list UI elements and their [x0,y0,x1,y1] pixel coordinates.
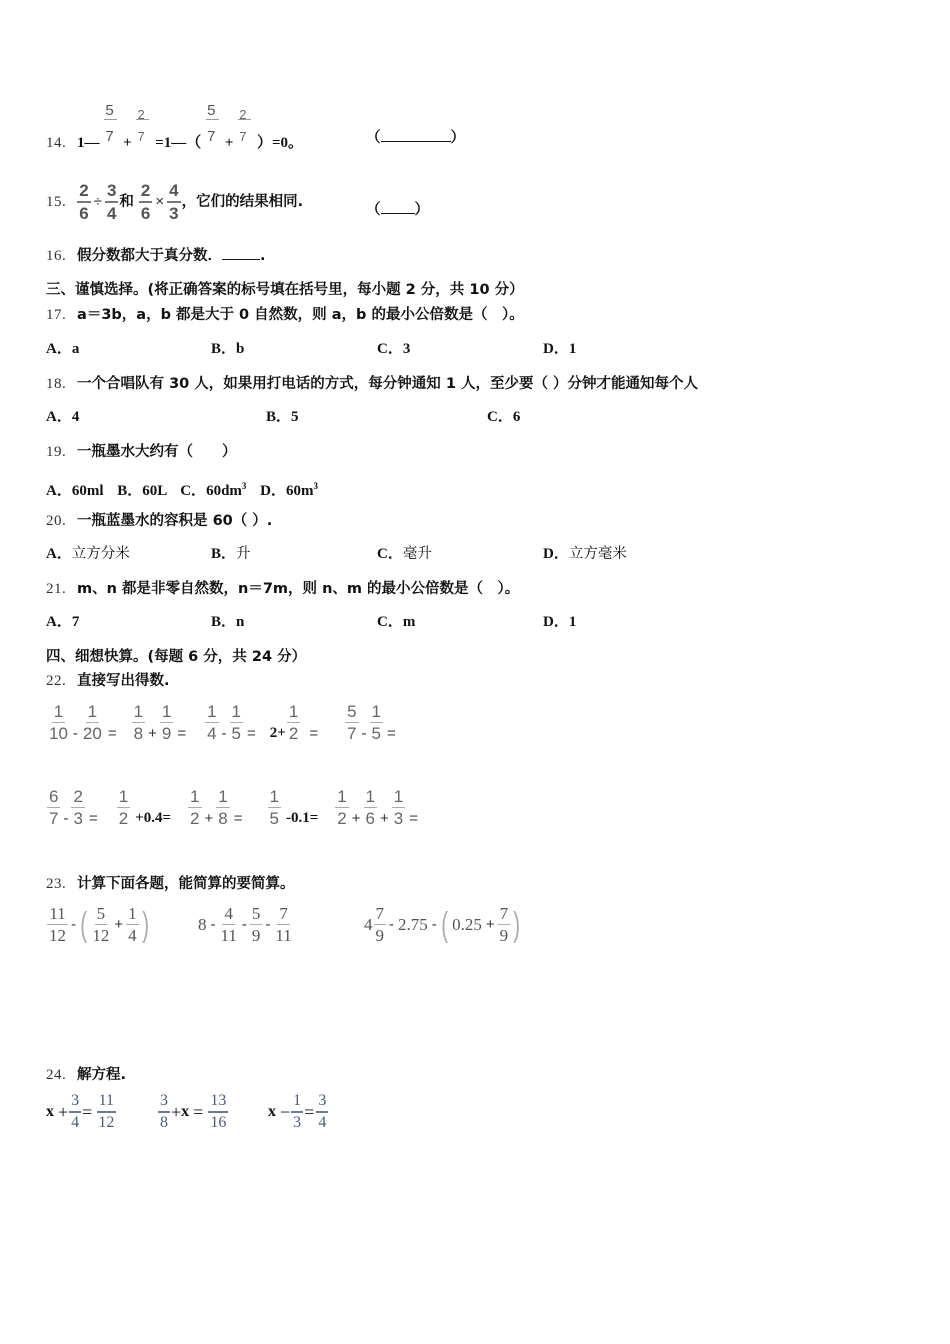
expression: 1 5 -0.1= [269,787,319,828]
option-a[interactable]: A．立方分米 [46,546,130,562]
question-19: 19. 一瓶墨水大约有（ ） [46,444,237,460]
option-b[interactable]: B．升 [211,546,251,562]
question-16: 16. 假分数都大于真分数． . [46,248,266,264]
question-22: 22. 直接写出得数. [46,673,170,689]
option-b[interactable]: B．n [211,614,245,630]
question-17: 17. a＝3b，a，b 都是大于 0 自然数，则 a，b 的最小公倍数是（ ）。 [46,307,524,323]
option-a[interactable]: A．a [46,341,80,357]
question-number: 15. [46,194,67,210]
answer-blank-15[interactable]: （ ） [366,202,429,218]
option-a[interactable]: A．4 [46,409,80,425]
option-d[interactable]: D．1 [543,614,577,630]
q23-expression-3: 4 7 9 - 2.75 - ( 0.25 + $\frac{7}{9}$ ) [364,904,521,945]
option-b[interactable]: B．5 [266,409,299,425]
option-d[interactable]: D．1 [543,341,577,357]
option-c[interactable]: C．毫升 [377,546,432,562]
question-15: 15. $\frac{2}{6}$ ÷ $\frac{3}{4}$ 和 $\frac{2}{6}$ × $\frac{4}{3}$ ，它们的结果相同. [46,181,304,223]
equation-2: 3 8 + x = $\frac{13}{16}$ [160,1092,227,1131]
expr-prefix: 1— [77,135,100,151]
question-23: 23. 计算下面各题，能简算的要简算。 [46,876,295,892]
fraction: $\frac{2}{6}$ [140,181,151,223]
question-20: 20. 一瓶蓝墨水的容积是 60（ ）. [46,513,273,529]
expression: 1 2 +0.4= [118,787,172,828]
q22-row-2 [46,788,418,827]
option-d[interactable]: D．$60m^3$ [260,481,318,499]
expression: 1 8 + $\frac{1}{9}$ = [133,702,187,743]
fraction: $\frac{4}{3}$ [169,181,179,223]
section-title-4: 四、细想快算。(每题 6 分，共 24 分） [46,649,307,665]
option-c[interactable]: C．m [377,614,416,630]
fraction: $\frac{5}{7}$ [206,127,220,147]
option-b[interactable]: B．60L [117,483,167,499]
question-number: 14. [46,135,67,151]
question-18: 18. 一个合唱队有 30 人，如果用打电话的方式，每分钟通知 1 人，至少要（ ）分钟才能通知每个人 [46,376,699,392]
question-21: 21. m、n 都是非零自然数，n＝7m，则 n、m 的最小公倍数是（ ）。 [46,581,520,597]
expression: 1 2 + $\frac{1}{6}$ + $\frac{1}{3}$ = [337,787,418,828]
question-24: 24. 解方程. [46,1067,127,1083]
option-a[interactable]: A．7 [46,614,80,630]
fraction: $\frac{5}{7}$ [104,127,118,147]
answer-blank-16[interactable] [222,247,260,260]
fraction: $\frac{2}{7}$ [136,127,150,147]
q23-expression-2: 8 - 4 11 - 5 9 - 7 11 [198,904,292,945]
fraction: $\frac{2}{7}$ [238,127,252,147]
fraction: $\frac{3}{4}$ [106,181,117,223]
left-paren: ( [80,905,88,944]
left-paren: ( [441,905,448,944]
fraction: $\frac{2}{6}$ [79,181,89,223]
q23-expression-1: 11 12 - ( 5 12 + $\frac{1}{4}$ ) [49,904,149,945]
question-14: 14. 1— $\frac{5}{7}$ + $\frac{2}{7}$ =1—（ $\frac{5}{7}$ + $\frac{2}{7}$ ）=0。 [46,102,304,151]
section-title-3: 三、谨慎选择。(将正确答案的标号填在括号里，每小题 2 分，共 10 分） [46,282,524,298]
option-a[interactable]: A．60ml [46,483,104,499]
right-paren: ) [513,905,521,944]
option-b[interactable]: B．b [211,341,245,357]
option-c[interactable]: C．$60dm^3$ [180,481,247,499]
expression: 2+ $\frac{1}{2}$ = [269,702,319,743]
expression: 5 7 - $\frac{1}{5}$ = [347,702,396,743]
q22-row-1 [46,703,396,742]
expression: 1 4 - $\frac{1}{5}$ = [207,702,256,743]
right-paren: ) [141,905,149,944]
expression: 6 7 - $\frac{2}{3}$ = [49,787,98,828]
option-c[interactable]: C．6 [487,409,521,425]
equation-1: x + $\frac{3}{4}$ = $\frac{11}{12}$ [46,1092,115,1131]
equation-3: x − $\frac{1}{3}$ = $\frac{3}{4}$ [268,1092,327,1131]
expression: 1 10 - $\frac{1}{20}$ = [49,702,117,743]
answer-blank-14[interactable]: （ ） [366,130,465,146]
option-d[interactable]: D．立方毫米 [543,546,627,562]
options-19 [46,476,318,501]
option-c[interactable]: C．3 [377,341,411,357]
expression: 1 2 + $\frac{1}{8}$ = [190,787,243,828]
